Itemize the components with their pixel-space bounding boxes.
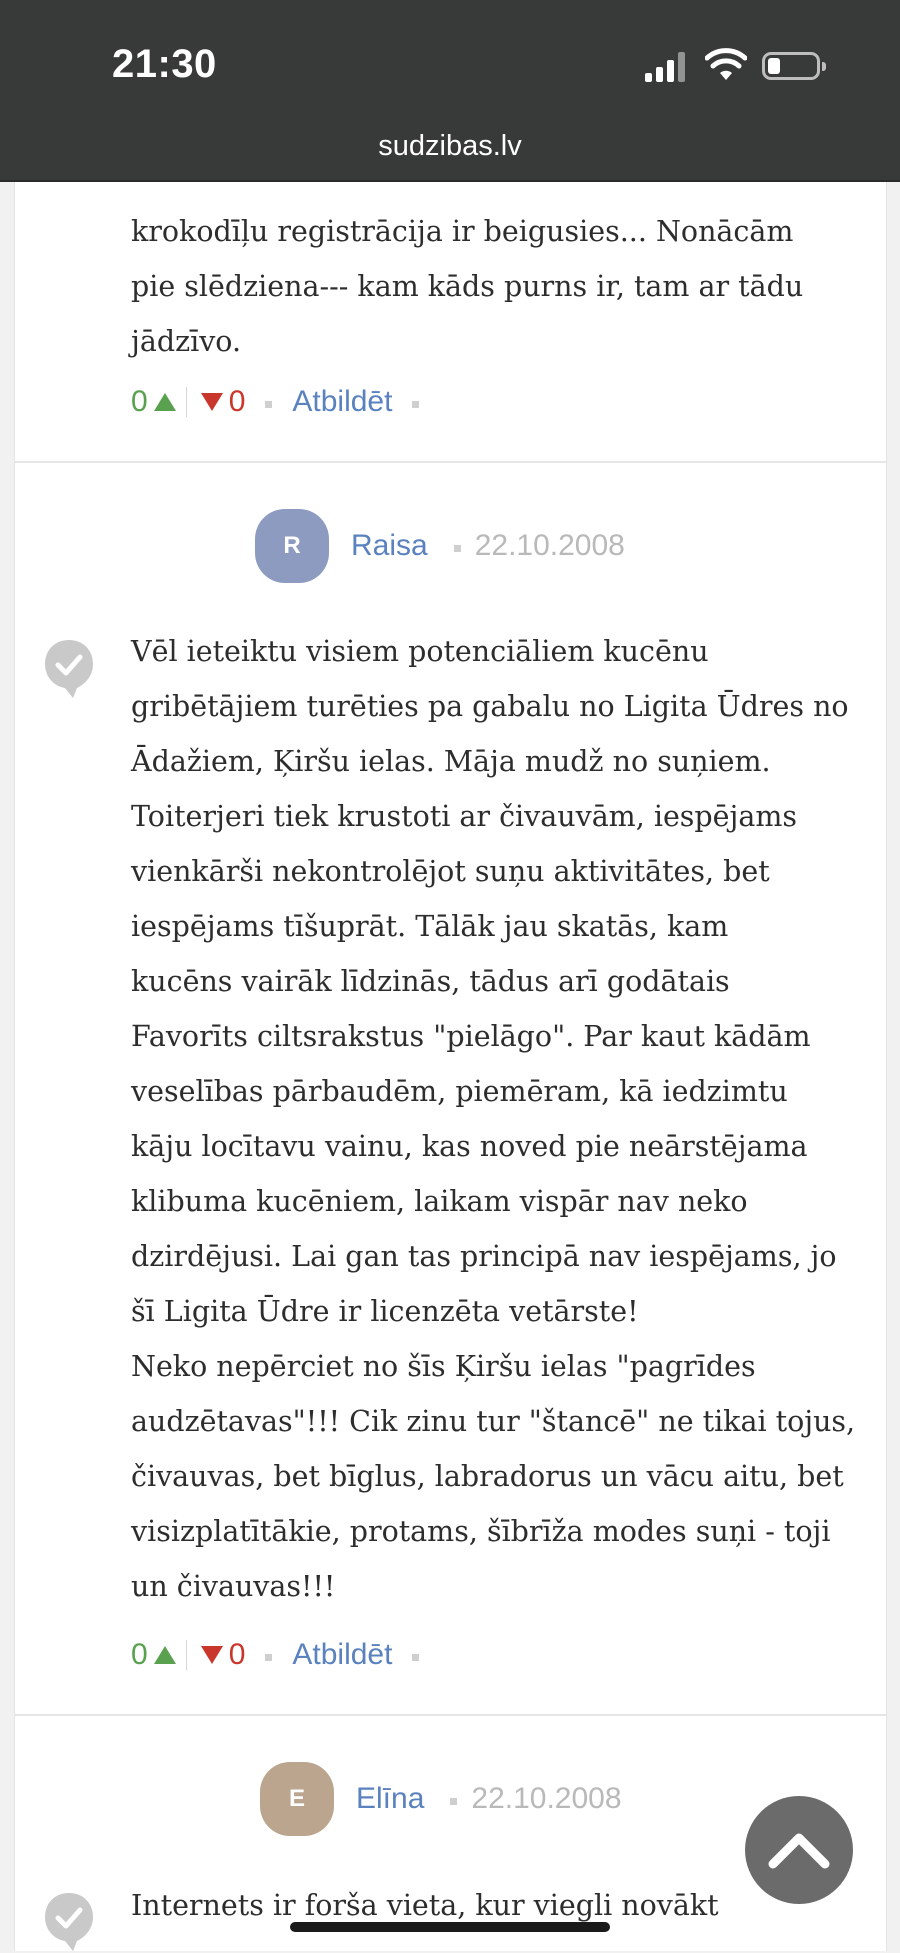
url-display[interactable]: sudzibas.lv bbox=[378, 130, 522, 162]
chevron-up-icon bbox=[745, 1796, 853, 1904]
comment-author-row bbox=[260, 1759, 622, 1839]
browser-top-bar bbox=[0, 0, 900, 182]
avatar: R bbox=[255, 509, 329, 583]
downvote-icon[interactable] bbox=[201, 1646, 223, 1664]
comment-date: 22.10.2008 bbox=[471, 1782, 622, 1815]
comment-text: Internets ir forša vieta, kur viegli novākt bbox=[131, 1889, 719, 1922]
comment-divider bbox=[15, 461, 886, 463]
comments-section bbox=[14, 182, 887, 1951]
separator-dot bbox=[412, 401, 419, 408]
separator-dot bbox=[265, 1654, 272, 1661]
upvote-icon[interactable] bbox=[154, 1646, 176, 1664]
vote-divider bbox=[186, 1640, 187, 1670]
separator-dot bbox=[265, 401, 272, 408]
reply-button[interactable]: Atbildēt bbox=[292, 385, 393, 418]
battery-icon bbox=[762, 52, 820, 80]
vote-divider bbox=[186, 387, 187, 417]
separator-dot bbox=[412, 1654, 419, 1661]
cellular-signal-icon bbox=[645, 52, 687, 82]
home-indicator[interactable] bbox=[290, 1922, 610, 1932]
downvote-count: 0 bbox=[228, 1638, 246, 1671]
wifi-icon bbox=[705, 48, 747, 82]
comment-divider bbox=[15, 1714, 886, 1716]
comment-author-row bbox=[255, 506, 625, 586]
downvote-count: 0 bbox=[228, 385, 246, 418]
separator-dot bbox=[450, 1798, 457, 1805]
reply-button[interactable]: Atbildēt bbox=[292, 1638, 393, 1671]
comment-bubble-check-icon bbox=[43, 638, 95, 700]
comment-date: 22.10.2008 bbox=[474, 529, 625, 562]
comment-text: Vēl ieteiktu visiem potenciāliem kucēnu gribētājiem turēties pa gabalu no Ligita Ūdres no Ādažiem, Ķiršu ielas. Māja mudž no suņiem. Toiterjeri tiek krustoti ar čivauvām, iespējams vienkārši nekontrolējot suņu aktivitātes, bet iespējams tīšuprāt. Tālāk jau skatās, kam kucēns vairāk līdzinās, tādus arī godātais Favorīts ciltsrakstus "pielāgo". Par kaut kādām veselības pārbaudēm, piemēram, kā iedzimtu kāju locītavu vainu, kas noved pie neārstējama klibuma kucēniem, laikam vispār nav neko dzirdējusi. Lai gan tas principā nav iespējams, jo šī Ligita Ūdre ir licenzēta vetārste! Neko nepērciet no šīs Ķiršu ielas "pagrīdes audzētavas"!!! Cik zinu tur "štancē" ne tikai tojus, čivauvas, bet bīglus, labradorus un vācu aitu, bet visizplatītākie, protams, šībrīža modes suņi - toji un čivauvas!!! bbox=[131, 635, 856, 1603]
separator-dot bbox=[454, 545, 461, 552]
comment-actions bbox=[131, 382, 439, 422]
author-name[interactable]: Elīna bbox=[356, 1782, 425, 1815]
upvote-count: 0 bbox=[131, 1638, 148, 1671]
comment-text: krokodīļu registrācija ir beigusies... Nonācām pie slēdziena--- kam kāds purns ir, tam ar tādu jādzīvo. bbox=[131, 215, 804, 358]
comment-bubble-check-icon bbox=[43, 1891, 95, 1953]
scroll-to-top-button[interactable] bbox=[745, 1796, 853, 1904]
status-time: 21:30 bbox=[112, 42, 217, 86]
downvote-icon[interactable] bbox=[201, 393, 223, 411]
upvote-count: 0 bbox=[131, 385, 148, 418]
upvote-icon[interactable] bbox=[154, 393, 176, 411]
author-name[interactable]: Raisa bbox=[351, 529, 428, 562]
comment-actions bbox=[131, 1635, 439, 1675]
avatar: E bbox=[260, 1762, 334, 1836]
